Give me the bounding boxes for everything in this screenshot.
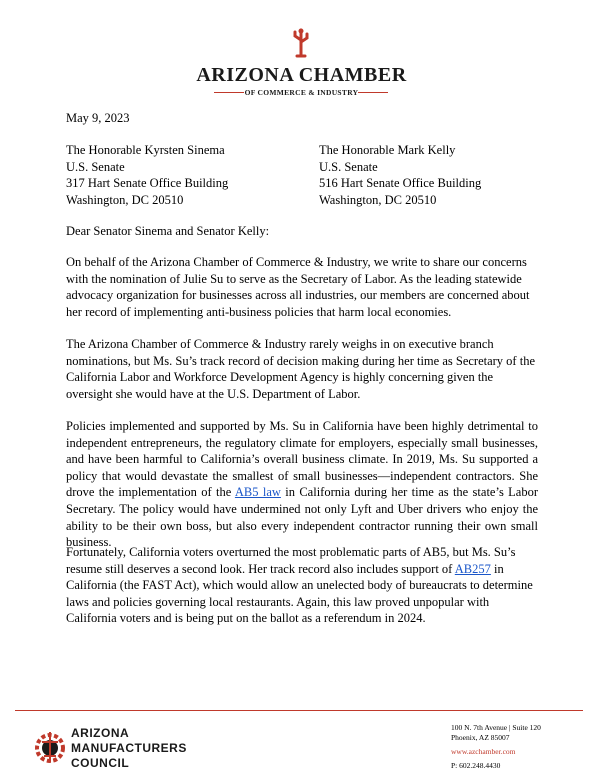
chamber-logo	[0, 28, 603, 98]
paragraph: On behalf of the Arizona Chamber of Commerce & Industry, we write to share our concerns with the nomination of Julie Su to serve as the Secretary of Labor. As the leading statewide advocacy organization for businesses across all industries, our members are concerned about her record of implementing anti-business policies that harm local economies.	[66, 255, 530, 319]
amc-name-line3: COUNCIL	[71, 756, 130, 770]
paragraph	[66, 544, 538, 627]
amc-name-line1: ARIZONA	[71, 726, 130, 740]
org-subtitle: OF COMMERCE & INDUSTRY	[244, 88, 359, 97]
recipient-block	[319, 142, 559, 208]
org-name: ARIZONA CHAMBER	[196, 64, 407, 86]
amc-name-line2: MANUFACTURERS	[71, 741, 187, 755]
address-city: Phoenix, AZ 85007	[451, 733, 510, 742]
letter-date: May 9, 2023	[66, 111, 130, 125]
recipient-name: The Honorable Mark Kelly	[319, 143, 456, 157]
saguaro-figure-icon	[290, 28, 312, 58]
amc-logo	[30, 722, 210, 772]
recipient-block	[66, 142, 306, 208]
address-line: 100 N. 7th Avenue | Suite 120	[451, 723, 541, 732]
paragraph-text: in California during her time as the state’s Labor Secretary. The policy would have undermined not only Lyft and Uber drivers who enjoy the ability to be their own boss, but also every independent contractor running their own small business.	[66, 485, 538, 550]
website-link[interactable]: www.azchamber.com	[451, 747, 516, 756]
recipient-office: 516 Hart Senate Office Building	[319, 176, 482, 191]
recipient-name: The Honorable Kyrsten Sinema	[66, 143, 225, 157]
paragraph	[66, 418, 538, 551]
recipient-office: 317 Hart Senate Office Building	[66, 176, 229, 191]
recipient-city: Washington, DC 20510	[319, 192, 437, 207]
paragraph-text: Fortunately, California voters overturned the most problematic parts of AB5, but Ms. Su’s resume still deserves a second look. Her track record also includes support of	[66, 545, 516, 576]
recipient-chamber: U.S. Senate	[319, 159, 378, 174]
ab257-link[interactable]: AB257	[454, 561, 491, 576]
phone-number: P: 602.248.4430	[451, 761, 501, 770]
paragraph-text: in California (the FAST Act), which would allow an unelected body of bureaucrats to determine laws and policies governing local restaurants. Again, this law proved unpopular with California voters and is being put on the ballot as a referendum in 2024.	[66, 561, 533, 626]
paragraph-text: Policies implemented and supported by Ms. Su in California have been highly detrimental to independent entrepreneurs, the regulatory climate for employers, especially small businesses, and have been harmful to California’s overall business climate. In 2019, Ms. Su supported a policy that would devastate the smallest of small businesses—independent contractors. She drove the implementation of the	[66, 419, 538, 500]
ab5-law-link[interactable]: AB5 law	[234, 485, 281, 500]
footer-divider	[15, 710, 583, 711]
recipient-city: Washington, DC 20510	[66, 192, 184, 207]
gear-icon	[30, 726, 70, 768]
recipient-chamber: U.S. Senate	[66, 159, 125, 174]
salutation: Dear Senator Sinema and Senator Kelly:	[66, 224, 270, 238]
paragraph: The Arizona Chamber of Commerce & Industry rarely weighs in on executive branch nominations, but Ms. Su’s track record of decision making during her time as Secretary of the California Labor and Workforce Development Agency is highly concerning given the oversight she would have at the U.S. Department of Labor.	[66, 337, 535, 401]
